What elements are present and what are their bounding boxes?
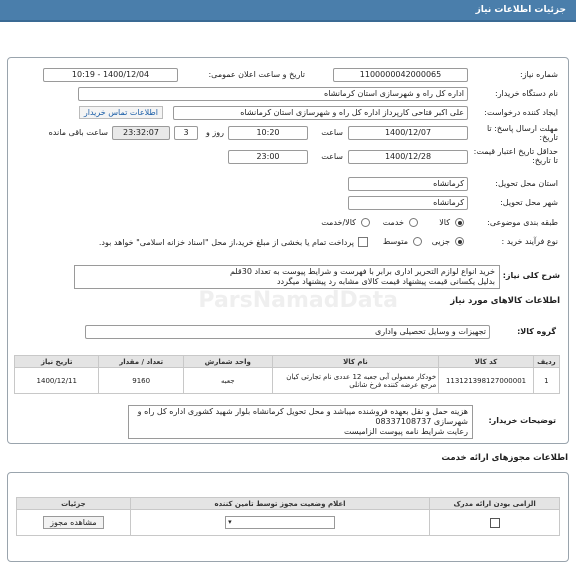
status-select[interactable] (225, 516, 335, 529)
reply-date-field: 1400/12/07 (348, 126, 468, 140)
process-label: نوع فرآیند خرید : (501, 237, 558, 246)
col-required: الزامی بودن ارائه مدرک (430, 498, 560, 510)
goods-code: 113121398127000001 (439, 368, 534, 394)
process-medium-radio[interactable] (413, 237, 422, 246)
row-number: 1 (533, 368, 559, 394)
goods-table-header (15, 356, 560, 368)
table-row (15, 368, 560, 394)
table-row (17, 510, 560, 536)
description-label: شرح کلی نیاز: (502, 271, 560, 280)
category-both-label: کالا/خدمت (321, 218, 356, 227)
col-name: نام کالا (272, 356, 439, 368)
days-field: 3 (174, 126, 198, 140)
validity-time-field: 23:00 (228, 150, 308, 164)
requirements-header (17, 498, 560, 510)
buyer-label: نام دستگاه خریدار: (495, 89, 558, 98)
category-service-radio[interactable] (409, 218, 418, 227)
col-status: اعلام وضعیت مجوز توسط تامین کننده (130, 498, 429, 510)
treasury-checkbox[interactable] (358, 237, 368, 247)
view-permit-button[interactable]: مشاهده مجوز (43, 516, 103, 529)
col-details: جزئیات (17, 498, 131, 510)
province-field: کرمانشاه (348, 177, 468, 191)
description-line-2: بدلیل یکسانی قیمت پیشنهاد قیمت کالای مشابه رد پیشنهاد میگردد (276, 277, 495, 286)
description-box (74, 265, 500, 289)
required-cell (430, 510, 560, 536)
need-number-field: 1100000042000065 (333, 68, 468, 82)
buyer-notes-box (128, 405, 473, 439)
min-validity-label: حداقل تاریخ اعتبار قیمت: تا تاریخ: (473, 147, 558, 165)
requirements-table (16, 497, 560, 536)
category-service-label: خدمت (382, 218, 404, 227)
buyer-notes-label: توضیحات خریدار: (488, 416, 556, 425)
province-label: استان محل تحویل: (495, 179, 558, 188)
announce-field: 1400/12/04 - 10:19 (43, 68, 178, 82)
col-code: کد کالا (439, 356, 534, 368)
category-goods-label: کالا (439, 218, 450, 227)
required-checkbox[interactable] (490, 518, 500, 528)
process-minor-label: جزیی (431, 237, 450, 246)
buyer-field: اداره کل راه و شهرسازی استان کرمانشاه (78, 87, 468, 101)
goods-group-label: گروه کالا: (517, 327, 556, 336)
reply-time-label: ساعت (321, 128, 343, 137)
process-medium-label: متوسط (382, 237, 408, 246)
city-label: شهر محل تحویل: (500, 198, 558, 207)
page-header (0, 0, 576, 22)
goods-unit: جعبه (183, 368, 272, 394)
col-qty: تعداد / مقدار (99, 356, 183, 368)
city-field: کرمانشاه (348, 196, 468, 210)
buyer-contact-link[interactable]: اطلاعات تماس خریدار (79, 106, 163, 119)
process-minor-radio[interactable] (455, 237, 464, 246)
reply-deadline-label: مهلت ارسال پاسخ: تا تاریخ: (486, 124, 558, 142)
status-cell (130, 510, 429, 536)
details-cell (17, 510, 131, 536)
validity-date-field: 1400/12/28 (348, 150, 468, 164)
remaining-label: ساعت باقی مانده (48, 128, 108, 137)
goods-section-title: اطلاعات کالاهای مورد نیاز (450, 296, 560, 306)
notes-line-1: هزینه حمل و نقل بعهده فروشنده میباشد و محل تحویل کرمانشاه بلوار شهید کشوری اداره کل راه و شهرسازی 08337108737 (137, 407, 468, 426)
chevron-down-icon: ▾ (228, 518, 232, 526)
requirements-panel (7, 472, 569, 562)
page-title: جزئیات اطلاعات نیاز (475, 5, 566, 15)
treasury-note: پرداخت تمام یا بخشی از مبلغ خرید،از محل "اسناد خزانه اسلامی" خواهد بود. (98, 238, 354, 247)
category-goods-radio[interactable] (455, 218, 464, 227)
goods-group-field: تجهیزات و وسایل تحصیلی واداری (85, 325, 490, 339)
category-label: طبقه بندی موضوعی: (487, 218, 558, 227)
notes-line-2: رعایت شرایط نامه پیوست الزامیست (343, 427, 468, 436)
validity-time-label: ساعت (321, 152, 343, 161)
days-label: روز و (206, 128, 224, 137)
col-date: تاریخ نیاز (15, 356, 99, 368)
creator-label: ایجاد کننده درخواست: (484, 108, 558, 117)
description-line-1: خرید انواع لوازم التحریر اداری برابر با فهرست و شرایط پیوست به تعداد 30قلم (229, 267, 495, 276)
goods-table (14, 355, 560, 394)
goods-qty: 9160 (99, 368, 183, 394)
creator-field: علی اکبر فتاحی کارپرداز اداره کل راه و شهرسازی استان کرمانشاه (173, 106, 468, 120)
need-details-panel (7, 57, 569, 444)
goods-date: 1400/12/11 (15, 368, 99, 394)
watermark: ParsNamadData (198, 288, 398, 313)
reply-time-field: 10:20 (228, 126, 308, 140)
need-number-label: شماره نیاز: (520, 70, 558, 79)
category-both-radio[interactable] (361, 218, 370, 227)
goods-name: خودکار معمولی آبی جعبه 12 عددی نام تجارتی کیان مرجع عرضه کننده فرخ شانلی (272, 368, 439, 394)
remaining-time-field: 23:32:07 (112, 126, 170, 140)
announce-label: تاریخ و ساعت اعلان عمومی: (208, 70, 305, 79)
requirements-section-title: اطلاعات مجوزهای ارائه خدمت (441, 453, 568, 463)
col-row: ردیف (533, 356, 559, 368)
col-unit: واحد شمارش (183, 356, 272, 368)
